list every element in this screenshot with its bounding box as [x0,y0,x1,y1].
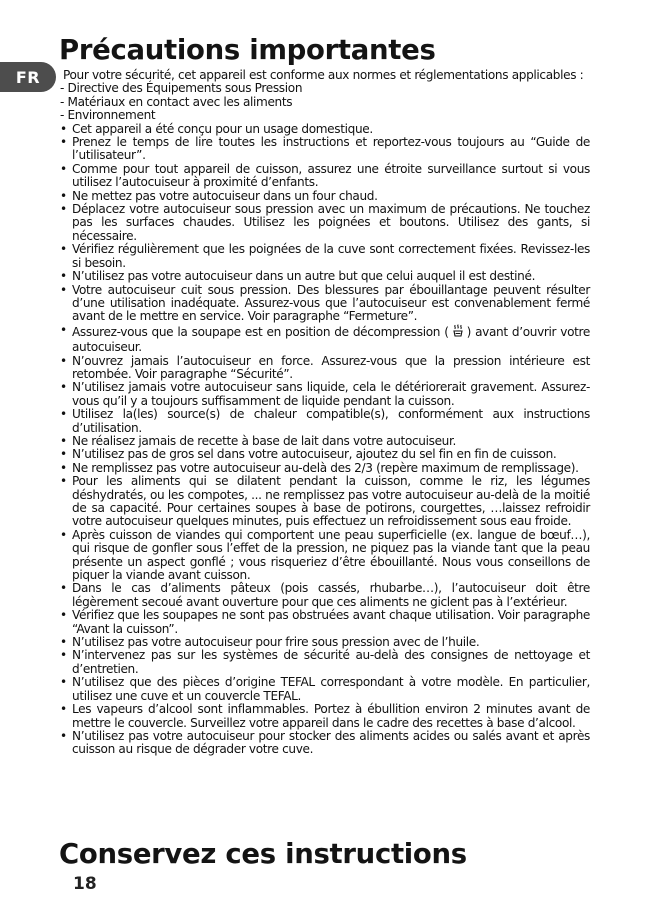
bullet-icon: • [60,728,67,743]
list-item [60,203,590,243]
steam-decompression-icon [451,324,465,341]
bullet-icon: • [60,648,67,663]
list-item [60,435,590,448]
list-item-text: N’utilisez pas votre autocuiseur dans un autre but que celui auquel il est destiné. [72,269,536,284]
list-item-text: Ne remplissez pas votre autocuiseur au-delà des 2/3 (repère maximum de remplissage). [72,460,579,475]
list-item-text: Déplacez votre autocuiseur sous pression avec un maximum de précautions. Ne touchez pas les surfaces chaudes. Utilisez les poignées et boutons. Utilisez des gants, si nécessaire. [72,202,590,243]
bullet-icon: • [60,474,67,489]
bullet-icon: • [60,161,67,176]
list-item [60,163,590,190]
list-item-text: Vérifiez régulièrement que les poignées de la cuve sont correctement fixées. Revissez-les si besoin. [72,242,590,270]
bullet-icon: • [60,702,67,717]
bullet-icon: • [60,447,67,462]
bullet-icon: • [60,282,67,297]
page-number: 18 [73,874,97,894]
intro-line: Pour votre sécurité, cet appareil est conforme aux normes et réglementations applicables : [63,68,584,82]
bullet-icon: • [60,527,67,542]
list-item-text: Prenez le temps de lire toutes les instructions et reportez-vous toujours au “Guide de l’utilisateur”. [72,135,590,163]
list-item [60,609,590,636]
list-item [60,649,590,676]
list-item-text: Assurez-vous que la soupape est en position de décompression ( [72,324,449,339]
footer-title: Conservez ces instructions [59,838,467,870]
list-item-text-suffix: ) avant d’ouvrir votre autocuiseur. [72,324,590,355]
list-item-text: Vérifiez que les soupapes ne sont pas obstruées avant chaque utilisation. Voir paragraphe “Avant la cuisson”. [72,608,590,636]
list-item [60,636,590,649]
page-title: Précautions importantes [59,34,436,66]
list-item-text: Cet appareil a été conçu pour un usage domestique. [72,121,373,136]
precautions-body [60,69,590,757]
bullet-icon: • [60,675,67,690]
bullet-icon: • [60,121,67,136]
list-item [60,123,590,136]
list-item-text: N’intervenez pas sur les systèmes de sécurité au-delà des consignes de nettoyage et d’entretien. [72,648,590,676]
bullet-icon: • [60,380,67,395]
bullet-icon: • [60,269,67,284]
list-item [60,462,590,475]
bullet-icon: • [60,242,67,257]
list-item-text: N’utilisez jamais votre autocuiseur sans liquide, cela le détériorerait gravement. Assurez-vous qu’il y a toujours suffisamment de liquide pendant la cuisson. [72,380,590,408]
list-item-text: Votre autocuiseur cuit sous pression. Des blessures par ébouillantage peuvent résulter d’une utilisation inadéquate. Assurez-vous que l’autocuiseur est convenablement fermé avant de le mettre en service. Voir paragraphe “Fermeture”. [72,282,590,324]
bullet-icon: • [60,322,67,337]
list-item [60,355,590,382]
list-item-text: N’utilisez pas de gros sel dans votre autocuiseur, ajoutez du sel fin en fin de cuisson. [72,447,557,462]
list-item-text: Utilisez la(les) source(s) de chaleur compatible(s), conformément aux instructions d’utilisation. [72,407,590,435]
bullet-icon: • [60,407,67,422]
bullet-icon: • [60,433,67,448]
list-item [60,136,590,163]
intro-line: - Environnement [60,108,156,123]
list-item-text: N’utilisez pas votre autocuiseur pour frire sous pression avec de l’huile. [72,635,480,650]
list-item [60,676,590,703]
bullet-icon: • [60,353,67,368]
intro-line: - Directive des Équipements sous Pression [60,81,303,96]
list-item [60,408,590,435]
bullet-icon: • [60,188,67,203]
list-item-text: N’utilisez que des pièces d’origine TEFAL correspondant à votre modèle. En particulier, utilisez une cuve et un couvercle TEFAL. [72,675,590,703]
intro-line: - Matériaux en contact avec les aliments [60,94,293,109]
list-item [60,730,590,757]
list-item [60,324,590,355]
list-item-text: Ne réalisez jamais de recette à base de lait dans votre autocuiseur. [72,433,456,448]
bullet-icon: • [60,460,67,475]
list-item [60,270,590,283]
precautions-list [60,123,590,757]
list-item-text: Pour les aliments qui se dilatent pendant la cuisson, comme le riz, les légumes déshydratés, ou les compotes, ... ne remplissez pas votre autocuiseur au-delà de la moitié de sa capacité. Pour certaines soupes à base de potirons, courgettes, …laissez refroidir votre autocuiseur quelques minutes, puis effectuez un refroidissement sous eau froide. [72,474,590,529]
list-item [60,190,590,203]
list-item-text: Dans le cas d’aliments pâteux (pois cassés, rhubarbe…), l’autocuiseur doit être légèrement secoué avant ouverture pour que ces aliments ne giclent pas à l’extérieur. [72,581,590,609]
list-item-text: Après cuisson de viandes qui comportent une peau superficielle (ex. langue de bœuf…), qui risque de gonfler sous l’effet de la pression, ne piquez pas la viande tant que la peau présente un aspect gonflé ; vous risqueriez d’être ébouillanté. Nous vous conseillons de piquer la viande avant cuisson. [72,527,590,583]
language-tab [0,62,56,92]
list-item [60,381,590,408]
list-item-text: N’ouvrez jamais l’autocuiseur en force. Assurez-vous que la pression intérieure est retombée. Voir paragraphe “Sécurité”. [72,353,590,381]
list-item [60,475,590,529]
list-item [60,582,590,609]
language-label: FR [15,67,41,87]
bullet-icon: • [60,608,67,623]
list-item [60,243,590,270]
list-item-text: Comme pour tout appareil de cuisson, assurez une étroite surveillance surtout si vous utilisez l’autocuiseur à proximité d’enfants. [72,161,590,190]
bullet-icon: • [60,135,67,150]
list-item [60,448,590,461]
list-item-text: Les vapeurs d’alcool sont inflammables. Portez à ébullition environ 2 minutes avant de mettre le couvercle. Surveillez votre appareil dans le cadre des recettes à base d’alcool. [72,702,590,730]
list-item [60,703,590,730]
bullet-icon: • [60,635,67,650]
list-item-text: Ne mettez pas votre autocuiseur dans un four chaud. [72,188,378,203]
list-item [60,529,590,583]
bullet-icon: • [60,202,67,217]
list-item [60,284,590,324]
bullet-icon: • [60,581,67,596]
list-item-text: N’utilisez pas votre autocuiseur pour stocker des aliments acides ou salés avant et après cuisson au risque de dégrader votre cuve. [72,728,590,757]
